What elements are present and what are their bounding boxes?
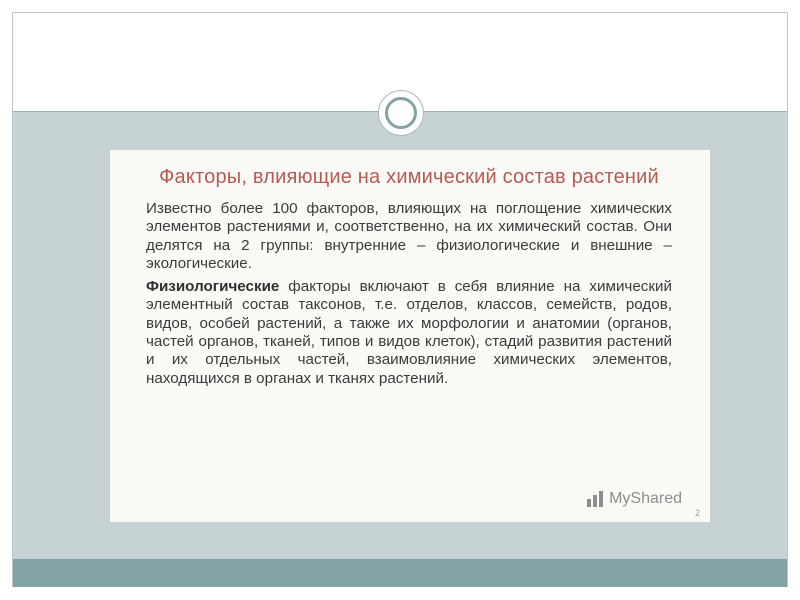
ring-ornament-icon — [378, 90, 424, 136]
paragraph-body: факторы включают в себя влияние на химический элементный состав таксонов, т.е. отделов, классов, семейств, родов, видов, особей растений, а также их морфологии и анатомии (органов, частей органов, тканей, типов и видов клеток), стадий развития растений и их отдельных частей, взаимовлияние химических элементов, находящихся в органах и тканях растений. — [146, 278, 672, 387]
paragraph-physiological — [146, 278, 672, 388]
page-number: 2 — [694, 508, 700, 518]
slide-frame — [12, 12, 788, 587]
bar-chart-logo-icon — [587, 491, 605, 507]
paragraph-lead-term: Физиологические — [146, 278, 280, 296]
watermark-text: MyShared — [609, 490, 682, 507]
ring-ornament-inner — [385, 97, 417, 129]
paragraph-intro: Известно более 100 факторов, влияющих на поглощение химических элементов растениями и, соответственно, на их химический состав. Они делятся на 2 группы: внутренние – физиологические и внешние – экологические. — [146, 200, 672, 272]
footer-band — [13, 559, 787, 587]
embedded-slide-image — [110, 150, 710, 522]
myshared-watermark — [587, 490, 682, 508]
slide-title: Факторы, влияющие на химический состав растений — [159, 166, 659, 188]
